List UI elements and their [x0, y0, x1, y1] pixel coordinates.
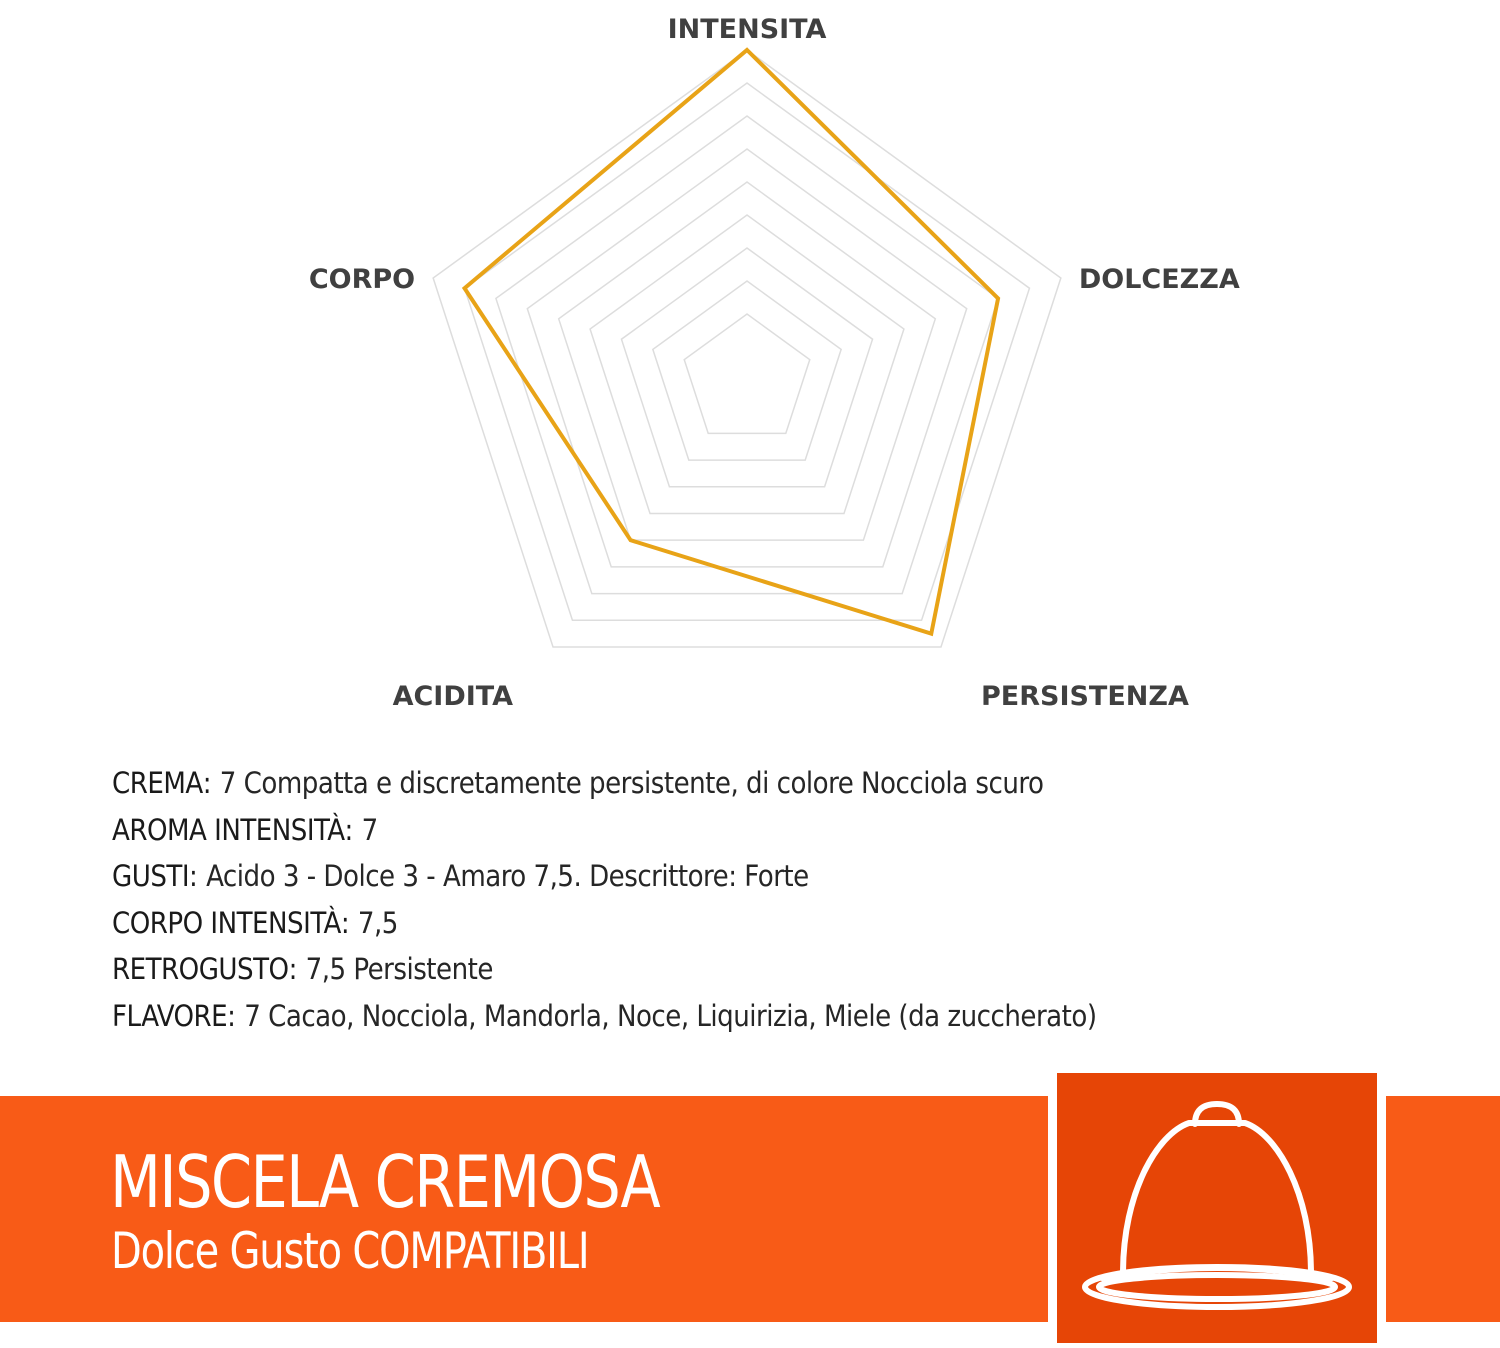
axis-label-persistenza: PERSISTENZA	[980, 680, 1189, 712]
detail-key: CORPO INTENSITÀ	[112, 905, 341, 940]
detail-key: RETROGUSTO	[112, 952, 289, 986]
detail-line-flavore: FLAVORE: 7 Cacao, Nocciola, Mandorla, Noce, Liquirizia, Miele (da zuccherato)	[112, 998, 1097, 1033]
detail-line-retrogusto: RETROGUSTO: 7,5 Persistente	[112, 952, 493, 986]
radar-axis-labels	[309, 14, 1240, 712]
grid-ring	[590, 215, 904, 513]
axis-label-dolcezza: DOLCEZZA	[1078, 264, 1240, 296]
detail-key: AROMA INTENSITÀ	[112, 812, 345, 847]
grid-ring	[433, 50, 1061, 647]
detail-value: 7	[361, 812, 378, 847]
product-title: MISCELA CREMOSA	[110, 1140, 660, 1224]
detail-line-crema: CREMA: 7 Compatta e discretamente persistente, di colore Nocciola scuro	[112, 766, 1044, 800]
detail-line-gusti: GUSTI: Acido 3 - Dolce 3 - Amaro 7,5. Descrittore: Forte	[112, 859, 809, 893]
grid-ring	[684, 314, 810, 433]
detail-line-corpo: CORPO INTENSITÀ: 7,5	[112, 905, 398, 940]
detail-key: CREMA	[112, 766, 203, 800]
detail-value: Acido 3 - Dolce 3 - Amaro 7,5. Descrittore: Forte	[206, 859, 809, 893]
detail-value: 7 Compatta e discretamente persistente, di colore Nocciola scuro	[219, 766, 1044, 800]
axis-label-corpo: CORPO	[308, 264, 416, 296]
detail-line-aroma: AROMA INTENSITÀ: 7	[112, 812, 378, 847]
grid-ring	[527, 149, 966, 567]
radar-grid	[433, 50, 1061, 647]
detail-key: FLAVORE	[112, 998, 228, 1033]
axis-label-acidita: ACIDITA	[392, 680, 514, 712]
coffee-capsule-icon	[1057, 1073, 1377, 1343]
detail-key: GUSTI	[112, 859, 190, 893]
axis-label-intensita: INTENSITA	[667, 14, 827, 45]
coffee-details	[112, 760, 1097, 1039]
product-subtitle: Dolce Gusto COMPATIBILI	[111, 1222, 589, 1280]
detail-value: 7,5	[357, 905, 398, 940]
detail-value: 7 Cacao, Nocciola, Mandorla, Noce, Liquirizia, Miele (da zuccherato)	[244, 998, 1097, 1033]
grid-ring	[496, 116, 998, 594]
detail-value: 7,5 Persistente	[305, 952, 493, 986]
